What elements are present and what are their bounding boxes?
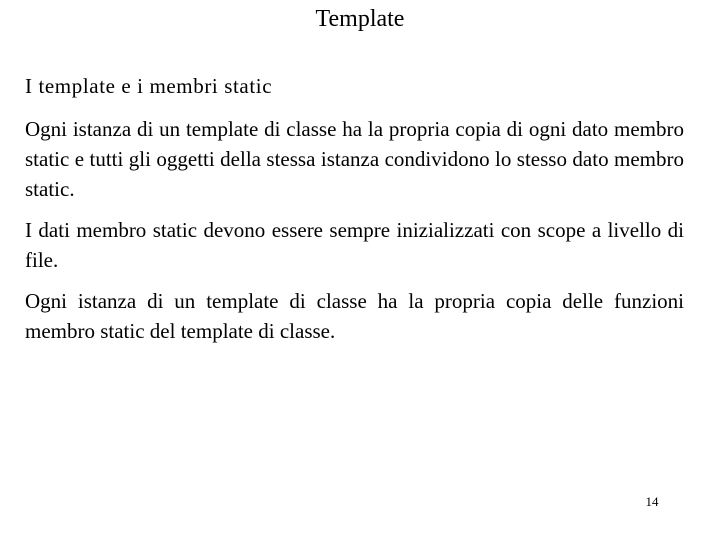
slide-body [25, 114, 684, 357]
paragraph-3: Ogni istanza di un template di classe ha la propria copia delle funzioni membro static del template di classe. [25, 289, 684, 343]
slide-subtitle: I template e i membri static [25, 74, 273, 98]
paragraph-2: I dati membro static devono essere sempre inizializzati con scope a livello di file. [25, 218, 684, 272]
slide-title: Template [315, 6, 405, 32]
page-number: 14 [645, 494, 659, 509]
paragraph-1: Ogni istanza di un template di classe ha la propria copia di ogni dato membro static e tutti gli oggetti della stessa istanza condividono lo stesso dato membro static. [25, 117, 684, 201]
